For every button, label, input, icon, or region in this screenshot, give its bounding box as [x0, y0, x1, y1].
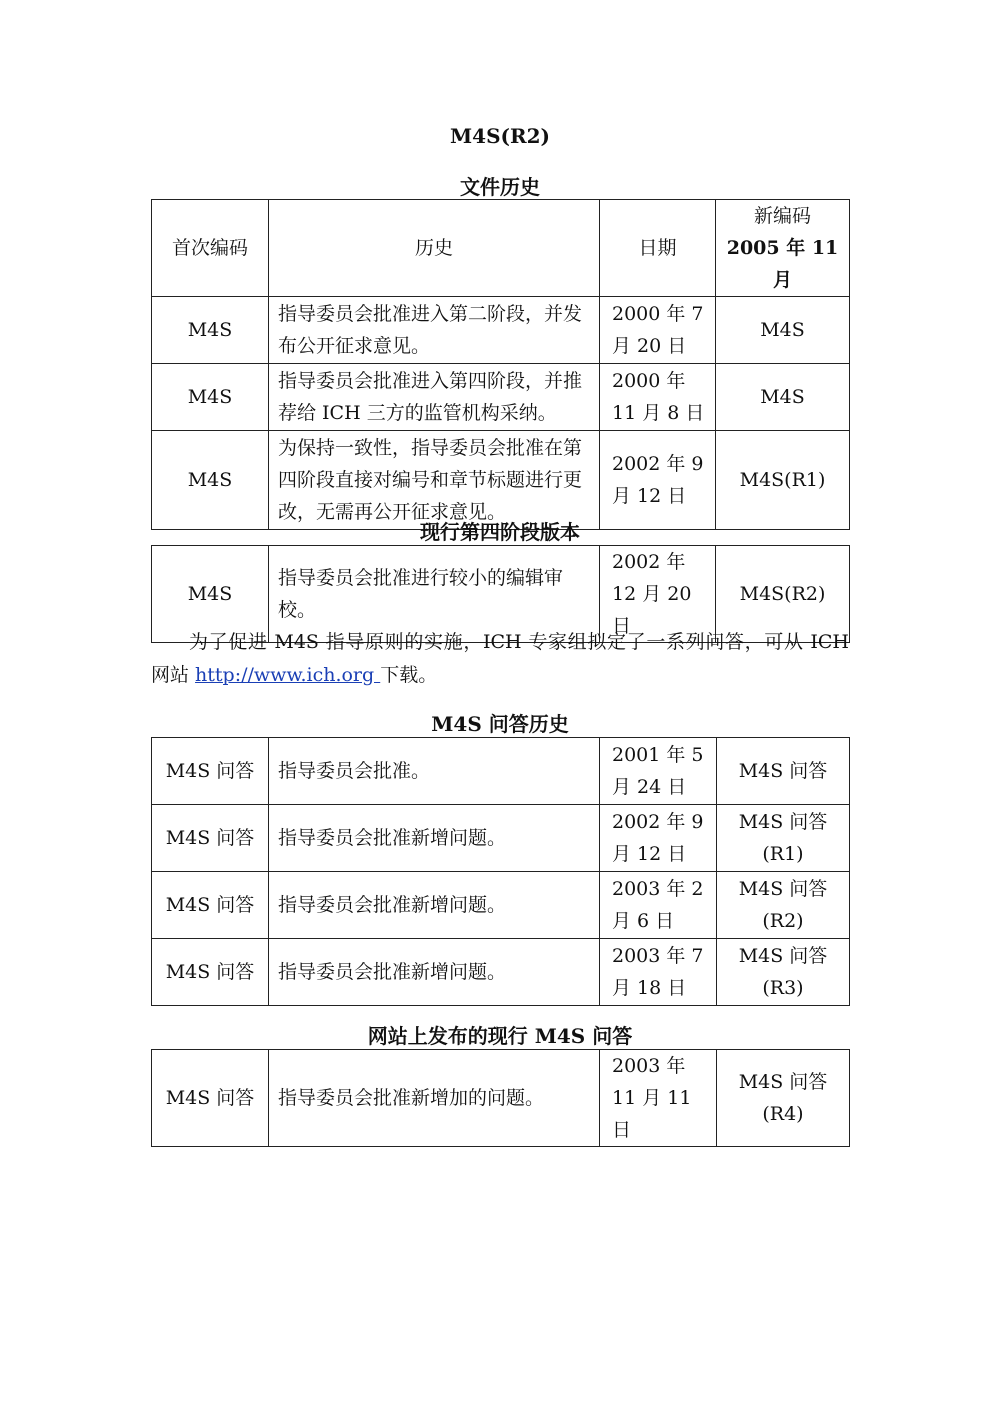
cell-date: 2000 年 7 月 20 日: [600, 297, 716, 364]
cell-new-code: M4S: [716, 297, 850, 364]
header-history: 历史: [269, 200, 600, 297]
cell-code: M4S 问答: [152, 939, 269, 1006]
cell-date: 2003 年 2 月 6 日: [600, 872, 717, 939]
cell-code: M4S: [152, 431, 269, 530]
cell-new-code: M4S 问答 (R2): [717, 872, 850, 939]
cell-date: 2000 年 11 月 8 日: [600, 364, 716, 431]
cell-code: M4S: [152, 297, 269, 364]
history-table: [151, 199, 850, 530]
table-row: [152, 297, 850, 364]
cell-new-code: M4S 问答 (R4): [717, 1050, 850, 1147]
current-version-heading: 现行第四阶段版本: [420, 520, 580, 544]
history-heading: 文件历史: [460, 175, 540, 199]
cell-code: M4S 问答: [152, 1050, 269, 1147]
table-row: [152, 364, 850, 431]
cell-history: 指导委员会批准进行较小的编辑审校。: [269, 546, 600, 643]
cell-history: 指导委员会批准新增问题。: [269, 939, 600, 1006]
cell-history: 指导委员会批准新增问题。: [269, 872, 600, 939]
table-row: [152, 738, 850, 805]
cell-history: 指导委员会批准新增问题。: [269, 805, 600, 872]
cell-new-code: M4S 问答: [717, 738, 850, 805]
cell-date: 2003 年 7 月 18 日: [600, 939, 717, 1006]
cell-new-code: M4S: [716, 364, 850, 431]
qa-history-heading: M4S 问答历史: [431, 712, 569, 736]
cell-code: M4S 问答: [152, 738, 269, 805]
table-row: [152, 872, 850, 939]
cell-history: 指导委员会批准新增加的问题。: [269, 1050, 600, 1147]
header-new-code-line2: 2005 年 11 月: [726, 237, 839, 291]
cell-code: M4S 问答: [152, 805, 269, 872]
cell-new-code: M4S(R2): [716, 546, 850, 643]
paragraph-text-end: 下载。: [380, 664, 438, 686]
cell-code: M4S: [152, 546, 269, 643]
cell-code: M4S: [152, 364, 269, 431]
cell-date: 2002 年 12 月 20 日: [600, 546, 716, 643]
cell-new-code: M4S(R1): [716, 431, 850, 530]
header-new-code: [716, 200, 850, 297]
qa-history-table: [151, 737, 850, 1006]
table-header-row: [152, 200, 850, 297]
cell-new-code: M4S 问答 (R1): [717, 805, 850, 872]
cell-history: 指导委员会批准进入第二阶段，并发布公开征求意见。: [269, 297, 600, 364]
ich-website-link[interactable]: http://www.ich.org: [195, 664, 381, 686]
table-row: [152, 805, 850, 872]
table-row: [152, 431, 850, 530]
cell-date: 2001 年 5 月 24 日: [600, 738, 717, 805]
cell-date: 2002 年 9 月 12 日: [600, 431, 716, 530]
cell-history: 指导委员会批准进入第四阶段，并推荐给 ICH 三方的监管机构采纳。: [269, 364, 600, 431]
cell-new-code: M4S 问答 (R3): [717, 939, 850, 1006]
header-date: 日期: [600, 200, 716, 297]
document-title: M4S(R2): [450, 124, 550, 148]
table-row: [152, 1050, 850, 1147]
website-qa-table: [151, 1049, 850, 1147]
cell-history: 为保持一致性，指导委员会批准在第四阶段直接对编号和章节标题进行更改，无需再公开征求意见。: [269, 431, 600, 530]
cell-history: 指导委员会批准。: [269, 738, 600, 805]
website-qa-heading: 网站上发布的现行 M4S 问答: [367, 1024, 633, 1048]
cell-date: 2003 年 11 月 11 日: [600, 1050, 717, 1147]
table-row: [152, 939, 850, 1006]
intro-paragraph: [151, 626, 849, 692]
cell-code: M4S 问答: [152, 872, 269, 939]
header-first-code: 首次编码: [152, 200, 269, 297]
header-new-code-line1: 新编码: [753, 205, 811, 227]
paragraph-text: 为了促进 M4S 指导原则的实施，ICH 专家组拟定了一系列问答，可从 ICH 网站: [151, 631, 849, 686]
cell-date: 2002 年 9 月 12 日: [600, 805, 717, 872]
